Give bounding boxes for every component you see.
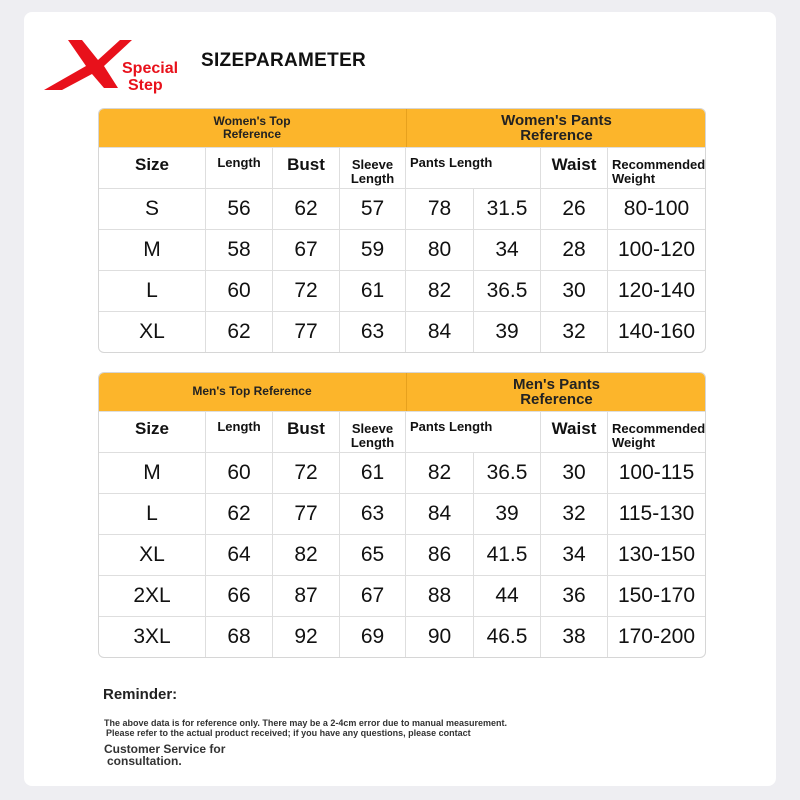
women-pants-header-line2: Reference <box>520 127 593 144</box>
cell-size: M <box>143 238 161 261</box>
cell-waist: 26 <box>540 189 607 229</box>
cell-bust: 87 <box>272 576 339 616</box>
cell-pants-length: 78 <box>405 189 473 229</box>
cell-waist: 36 <box>540 576 607 616</box>
cell-size: S <box>144 197 159 220</box>
cell-length: 62 <box>205 312 272 352</box>
men-column-header-row <box>99 411 705 452</box>
cell-hips: 46.5 <box>473 617 540 657</box>
cell-pants-length: 80 <box>405 230 473 270</box>
reminder-line-3: Customer Service for <box>104 742 226 756</box>
cell-size: L <box>146 279 158 302</box>
women-pants-reference-header <box>406 109 706 147</box>
column-header-recommended-weight: Recommended Weight <box>607 148 705 188</box>
cell-bust: 67 <box>272 230 339 270</box>
cell-bust: 77 <box>272 494 339 534</box>
column-header-size: Size <box>134 419 170 438</box>
cell-recommended-weight: 140-160 <box>607 312 705 352</box>
cell-recommended-weight: 100-115 <box>607 453 705 493</box>
women-size-table <box>98 108 706 353</box>
cell-length: 68 <box>205 617 272 657</box>
brand-name-line1: Special <box>122 60 179 77</box>
column-header-size: Size <box>134 155 170 174</box>
cell-waist: 30 <box>540 271 607 311</box>
women-top-reference-header <box>99 109 405 147</box>
table-row <box>99 575 705 616</box>
x-logo-icon <box>40 38 135 93</box>
cell-waist: 32 <box>540 494 607 534</box>
cell-hips: 39 <box>473 494 540 534</box>
cell-hips: 34 <box>473 230 540 270</box>
cell-size: M <box>143 461 161 484</box>
column-header-pants-length-hips <box>405 412 540 452</box>
column-header-pants-length: Pants Length <box>410 419 493 434</box>
women-column-header-row <box>99 147 705 188</box>
table-row <box>99 452 705 493</box>
page-title: SIZEPARAMETER <box>201 50 367 71</box>
cell-recommended-weight: 100-120 <box>607 230 705 270</box>
cell-pants-length: 82 <box>405 271 473 311</box>
cell-hips: 44 <box>473 576 540 616</box>
cell-hips: 41.5 <box>473 535 540 575</box>
cell-sleeve-length: 57 <box>339 189 405 229</box>
cell-sleeve-length: 63 <box>339 494 405 534</box>
cell-bust: 62 <box>272 189 339 229</box>
cell-hips: 39 <box>473 312 540 352</box>
cell-bust: 72 <box>272 271 339 311</box>
cell-bust: 92 <box>272 617 339 657</box>
cell-size: L <box>146 502 158 525</box>
table-row <box>99 188 705 229</box>
brand-logo <box>40 38 200 98</box>
column-header-length: Length <box>205 148 272 188</box>
men-header-band <box>99 373 705 411</box>
men-top-reference-header <box>99 373 405 411</box>
cell-recommended-weight: 115-130 <box>607 494 705 534</box>
cell-bust: 82 <box>272 535 339 575</box>
brand-name-line2: Step <box>128 77 163 94</box>
cell-bust: 72 <box>272 453 339 493</box>
column-header-recommended-weight: Recommended Weight <box>607 412 705 452</box>
table-row <box>99 534 705 575</box>
cell-length: 64 <box>205 535 272 575</box>
men-pants-header-line2: Reference <box>520 391 593 408</box>
men-pants-reference-header <box>406 373 706 411</box>
column-header-pants-length-hips <box>405 148 540 188</box>
cell-pants-length: 86 <box>405 535 473 575</box>
cell-sleeve-length: 61 <box>339 453 405 493</box>
cell-recommended-weight: 150-170 <box>607 576 705 616</box>
cell-waist: 32 <box>540 312 607 352</box>
cell-waist: 34 <box>540 535 607 575</box>
women-top-header-line2: Reference <box>222 127 281 141</box>
column-header-bust: Bust <box>272 148 339 188</box>
column-header-sleeve-length: Sleeve Length <box>339 148 405 188</box>
customer-service-note <box>104 743 225 767</box>
cell-pants-length: 84 <box>405 494 473 534</box>
column-header-sleeve-length: Sleeve Length <box>339 412 405 452</box>
cell-pants-length: 90 <box>405 617 473 657</box>
cell-waist: 30 <box>540 453 607 493</box>
cell-pants-length: 88 <box>405 576 473 616</box>
reminder-line-2: Please refer to the actual product received; if you have any questions, please contact <box>106 728 471 738</box>
women-header-band <box>99 109 705 147</box>
reminder-heading: Reminder: <box>103 686 178 703</box>
cell-recommended-weight: 130-150 <box>607 535 705 575</box>
cell-bust: 77 <box>272 312 339 352</box>
cell-length: 60 <box>205 271 272 311</box>
men-pants-header-line1: Men's Pants <box>513 376 600 393</box>
table-row <box>99 229 705 270</box>
women-pants-header-line1: Women's Pants <box>501 112 612 129</box>
cell-length: 62 <box>205 494 272 534</box>
column-header-pants-length: Pants Length <box>410 155 493 170</box>
cell-waist: 38 <box>540 617 607 657</box>
table-row <box>99 616 705 657</box>
table-row <box>99 311 705 352</box>
cell-size: XL <box>139 320 165 343</box>
cell-sleeve-length: 67 <box>339 576 405 616</box>
men-size-table <box>98 372 706 658</box>
reminder-line-1: The above data is for reference only. There may be a 2-4cm error due to manual measurement. <box>104 718 507 728</box>
cell-sleeve-length: 59 <box>339 230 405 270</box>
table-row <box>99 270 705 311</box>
cell-waist: 28 <box>540 230 607 270</box>
women-top-header-line1: Women's Top <box>213 114 291 128</box>
column-header-waist: Waist <box>540 412 607 452</box>
column-header-bust: Bust <box>272 412 339 452</box>
cell-hips: 36.5 <box>473 271 540 311</box>
cell-length: 56 <box>205 189 272 229</box>
cell-size: 2XL <box>133 584 171 607</box>
cell-sleeve-length: 65 <box>339 535 405 575</box>
reminder-line-4: consultation. <box>107 754 182 768</box>
cell-size: XL <box>139 543 165 566</box>
cell-sleeve-length: 69 <box>339 617 405 657</box>
table-row <box>99 493 705 534</box>
cell-sleeve-length: 63 <box>339 312 405 352</box>
cell-recommended-weight: 170-200 <box>607 617 705 657</box>
cell-length: 66 <box>205 576 272 616</box>
column-header-waist: Waist <box>540 148 607 188</box>
cell-length: 58 <box>205 230 272 270</box>
cell-recommended-weight: 80-100 <box>607 189 705 229</box>
cell-pants-length: 84 <box>405 312 473 352</box>
cell-pants-length: 82 <box>405 453 473 493</box>
cell-length: 60 <box>205 453 272 493</box>
cell-size: 3XL <box>133 625 171 648</box>
cell-sleeve-length: 61 <box>339 271 405 311</box>
cell-hips: 31.5 <box>473 189 540 229</box>
column-header-length: Length <box>205 412 272 452</box>
men-top-header-line1: Men's Top Reference <box>192 384 312 398</box>
cell-recommended-weight: 120-140 <box>607 271 705 311</box>
cell-hips: 36.5 <box>473 453 540 493</box>
